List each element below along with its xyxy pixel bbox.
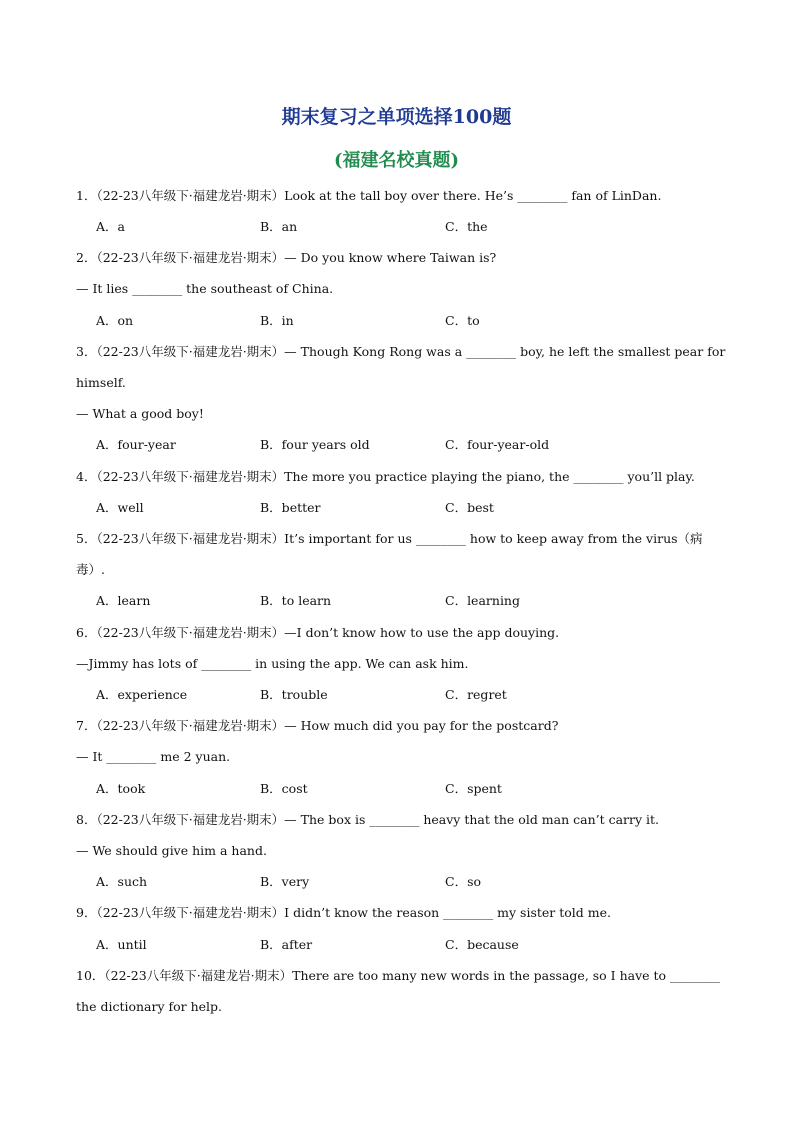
question-9-stem: 9．（22-23八年级下·福建龙岩·期末）I didn’t know the reason ________ my sister told me.	[76, 905, 611, 920]
question-8-option-a: A．such	[96, 874, 148, 889]
question-6-option-b: B．trouble	[260, 687, 328, 702]
question-8-option-c: C．so	[445, 874, 482, 889]
question-5-stem: 5．（22-23八年级下·福建龙岩·期末）It’s important for us ________ how to keep away from the virus（病	[76, 531, 703, 546]
question-3-line2: himself.	[76, 375, 126, 390]
question-2-option-a: A．on	[96, 313, 134, 328]
question-9-option-b: B．after	[260, 937, 313, 952]
question-4-option-b: B．better	[260, 500, 321, 515]
question-7-line2: — It ________ me 2 yuan.	[76, 749, 231, 764]
question-1-option-c: C．the	[445, 219, 488, 234]
question-2-option-c: C．to	[445, 313, 480, 328]
page-title: 期末复习之单项选择100题	[281, 106, 512, 128]
question-3-option-a: A．four-year	[96, 437, 176, 452]
question-4-option-a: A．well	[96, 500, 144, 515]
question-8-option-b: B．very	[260, 874, 310, 889]
question-5-option-a: A．learn	[96, 593, 151, 608]
question-4-stem: 4．（22-23八年级下·福建龙岩·期末）The more you practice playing the piano, the ________ you’ll play.	[76, 469, 695, 484]
question-3-stem: 3．（22-23八年级下·福建龙岩·期末）— Though Kong Rong was a ________ boy, he left the smallest pear for	[76, 344, 726, 359]
question-2-option-b: B．in	[260, 313, 294, 328]
question-5-option-c: C．learning	[445, 593, 520, 608]
question-7-stem: 7．（22-23八年级下·福建龙岩·期末）— How much did you pay for the postcard?	[76, 718, 559, 733]
question-5-option-b: B．to learn	[260, 593, 332, 608]
question-8-line2: — We should give him a hand.	[76, 843, 267, 858]
question-2-stem: 2．（22-23八年级下·福建龙岩·期末）— Do you know where Taiwan is?	[76, 250, 497, 265]
question-10-stem: 10．（22-23八年级下·福建龙岩·期末）There are too many new words in the passage, so I have to ________	[76, 968, 721, 983]
question-6-stem: 6．（22-23八年级下·福建龙岩·期末）—I don’t know how to use the app douying.	[76, 625, 560, 640]
question-4-option-c: C．best	[445, 500, 494, 515]
question-8-stem: 8．（22-23八年级下·福建龙岩·期末）— The box is ________ heavy that the old man can’t carry it.	[76, 812, 660, 827]
question-7-option-a: A．took	[96, 781, 146, 796]
question-9-option-c: C．because	[445, 937, 519, 952]
question-2-line2: — It lies ________ the southeast of China.	[76, 281, 334, 296]
question-6-line2: —Jimmy has lots of ________ in using the app. We can ask him.	[76, 656, 469, 671]
question-9-option-a: A．until	[96, 937, 147, 952]
question-10-line2: the dictionary for help.	[76, 999, 223, 1014]
question-1-stem: 1．（22-23八年级下·福建龙岩·期末）Look at the tall boy over there. He’s ________ fan of LinDan.	[76, 188, 662, 203]
question-5-line2: 毒）.	[76, 562, 105, 577]
question-7-option-c: C．spent	[445, 781, 502, 796]
question-3-option-c: C．four-year-old	[445, 437, 550, 452]
question-1-option-a: A．a	[96, 219, 125, 234]
question-3-line3: — What a good boy!	[76, 406, 204, 421]
question-3-option-b: B．four years old	[260, 437, 370, 452]
question-7-option-b: B．cost	[260, 781, 308, 796]
question-1-option-b: B．an	[260, 219, 298, 234]
page-subtitle: (福建名校真题)	[333, 150, 460, 171]
question-6-option-a: A．experience	[96, 687, 188, 702]
question-6-option-c: C．regret	[445, 687, 507, 702]
